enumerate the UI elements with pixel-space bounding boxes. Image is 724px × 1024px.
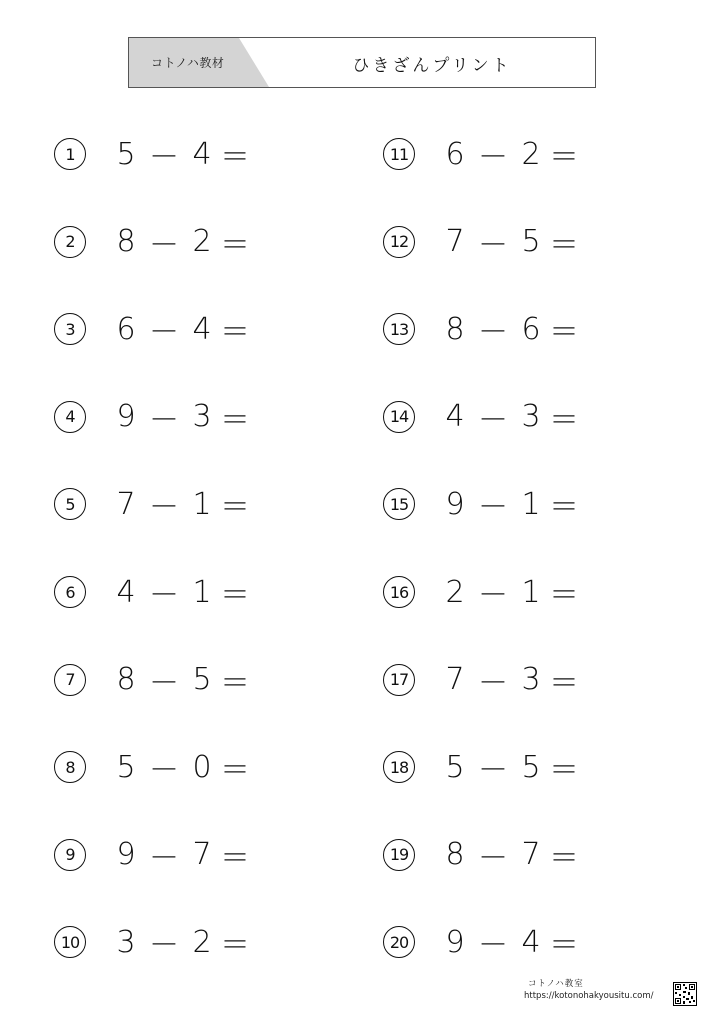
equals-sign: ＝ [549, 140, 579, 175]
minus-sign: － [149, 227, 179, 263]
equals-sign: ＝ [549, 840, 579, 876]
problem-number: 13 [383, 313, 415, 345]
problem-number: 8 [54, 751, 86, 783]
subtrahend: 4 [192, 136, 212, 172]
problem-20 [383, 922, 683, 962]
subtrahend: 5 [521, 224, 541, 260]
minuend: 4 [116, 574, 136, 610]
problem-3 [54, 309, 354, 349]
problem-number: 7 [54, 664, 86, 696]
problem-expression [116, 920, 258, 964]
subtrahend: 1 [192, 574, 212, 610]
equals-sign: ＝ [220, 402, 250, 438]
problem-expression [445, 132, 587, 176]
problem-number: 20 [383, 926, 415, 958]
minuend: 4 [445, 399, 465, 435]
problem-8 [54, 747, 354, 787]
subtrahend: 7 [192, 837, 212, 873]
subtrahend: 1 [521, 574, 541, 610]
problem-number: 14 [383, 401, 415, 433]
problem-19 [383, 835, 683, 875]
minuend: 5 [116, 749, 136, 785]
problem-number: 4 [54, 401, 86, 433]
problem-12 [383, 222, 683, 262]
problem-number: 17 [383, 664, 415, 696]
problem-expression [116, 307, 258, 351]
minuend: 7 [445, 662, 465, 698]
problem-expression [445, 658, 587, 702]
minuend: 8 [445, 311, 465, 347]
worksheet-title: ひきざんプリント [352, 56, 512, 76]
minuend: 5 [116, 136, 136, 172]
minus-sign: － [149, 840, 179, 876]
equals-sign: ＝ [549, 490, 579, 526]
equals-sign: ＝ [220, 140, 250, 175]
problem-expression [116, 132, 258, 176]
problem-expression [116, 482, 258, 526]
subtrahend: 3 [521, 399, 541, 435]
problem-expression [116, 833, 258, 877]
equals-sign: ＝ [220, 665, 250, 701]
problem-4 [54, 397, 354, 437]
minus-sign: － [478, 490, 508, 526]
equals-sign: ＝ [220, 928, 250, 964]
problem-number: 15 [383, 488, 415, 520]
problem-number: 19 [383, 839, 415, 871]
equals-sign: ＝ [549, 227, 579, 263]
minuend: 9 [445, 924, 465, 960]
problem-number: 9 [54, 839, 86, 871]
minuend: 9 [116, 837, 136, 873]
problem-expression [116, 745, 258, 789]
minuend: 5 [445, 749, 465, 785]
minuend: 7 [116, 486, 136, 522]
problem-expression [445, 307, 587, 351]
minus-sign: － [149, 665, 179, 701]
minus-sign: － [478, 665, 508, 701]
subtrahend: 4 [521, 924, 541, 960]
subtrahend: 5 [521, 749, 541, 785]
minus-sign: － [478, 753, 508, 789]
problem-1 [54, 134, 354, 174]
subtrahend: 0 [192, 749, 212, 785]
problem-10 [54, 922, 354, 962]
minuend: 8 [445, 837, 465, 873]
problem-number: 10 [54, 926, 86, 958]
minuend: 8 [116, 662, 136, 698]
problem-expression [445, 395, 587, 439]
problem-expression [116, 395, 258, 439]
worksheet-header [128, 37, 596, 88]
equals-sign: ＝ [549, 665, 579, 701]
problem-expression [445, 482, 587, 526]
problem-number: 2 [54, 226, 86, 258]
equals-sign: ＝ [549, 402, 579, 438]
equals-sign: ＝ [220, 578, 250, 613]
subtrahend: 4 [192, 311, 212, 347]
footer-url[interactable]: https://kotonohakyousitu.com/ [524, 991, 654, 1001]
problem-expression [116, 220, 258, 264]
problem-number: 16 [383, 576, 415, 608]
problem-14 [383, 397, 683, 437]
problem-number: 11 [383, 138, 415, 170]
equals-sign: ＝ [220, 840, 250, 876]
equals-sign: ＝ [549, 928, 579, 964]
minus-sign: － [478, 840, 508, 876]
subtrahend: 3 [192, 399, 212, 435]
problem-5 [54, 484, 354, 524]
problem-6 [54, 572, 354, 612]
header-tag: コトノハ教材 [151, 56, 225, 70]
problem-18 [383, 747, 683, 787]
minus-sign: － [149, 578, 179, 613]
minus-sign: － [478, 578, 508, 613]
problem-11 [383, 134, 683, 174]
minuend: 8 [116, 224, 136, 260]
minuend: 6 [116, 311, 136, 347]
equals-sign: ＝ [549, 578, 579, 613]
problem-number: 18 [383, 751, 415, 783]
qr-code-icon [673, 982, 697, 1006]
subtrahend: 7 [521, 837, 541, 873]
subtrahend: 1 [192, 486, 212, 522]
minus-sign: － [478, 227, 508, 263]
minus-sign: － [149, 490, 179, 526]
subtrahend: 2 [521, 136, 541, 172]
problem-number: 1 [54, 138, 86, 170]
problem-expression [445, 920, 587, 964]
minus-sign: － [478, 140, 508, 175]
problem-2 [54, 222, 354, 262]
minuend: 6 [445, 136, 465, 172]
subtrahend: 6 [521, 311, 541, 347]
equals-sign: ＝ [220, 315, 250, 351]
problem-13 [383, 309, 683, 349]
minuend: 2 [445, 574, 465, 610]
minuend: 9 [116, 399, 136, 435]
problem-17 [383, 660, 683, 700]
minuend: 3 [116, 924, 136, 960]
problem-7 [54, 660, 354, 700]
problem-expression [116, 658, 258, 702]
minus-sign: － [478, 315, 508, 351]
subtrahend: 2 [192, 224, 212, 260]
problem-number: 12 [383, 226, 415, 258]
problem-expression [445, 220, 587, 264]
subtrahend: 5 [192, 662, 212, 698]
problem-expression [445, 745, 587, 789]
equals-sign: ＝ [220, 490, 250, 526]
equals-sign: ＝ [220, 227, 250, 263]
problem-expression [445, 570, 587, 614]
minus-sign: － [478, 928, 508, 964]
minus-sign: － [149, 753, 179, 789]
problem-number: 6 [54, 576, 86, 608]
problem-expression [445, 833, 587, 877]
equals-sign: ＝ [220, 753, 250, 789]
problem-number: 5 [54, 488, 86, 520]
problem-number: 3 [54, 313, 86, 345]
equals-sign: ＝ [549, 753, 579, 789]
problem-16 [383, 572, 683, 612]
minus-sign: － [149, 315, 179, 351]
minus-sign: － [478, 402, 508, 438]
subtrahend: 3 [521, 662, 541, 698]
subtrahend: 1 [521, 486, 541, 522]
problem-15 [383, 484, 683, 524]
minuend: 9 [445, 486, 465, 522]
footer [524, 978, 653, 1002]
minus-sign: － [149, 928, 179, 964]
footer-school-name: コトノハ教室 [528, 979, 584, 989]
minus-sign: － [149, 140, 179, 175]
minus-sign: － [149, 402, 179, 438]
problem-9 [54, 835, 354, 875]
equals-sign: ＝ [549, 315, 579, 351]
problem-expression [116, 570, 258, 614]
minuend: 7 [445, 224, 465, 260]
subtrahend: 2 [192, 924, 212, 960]
